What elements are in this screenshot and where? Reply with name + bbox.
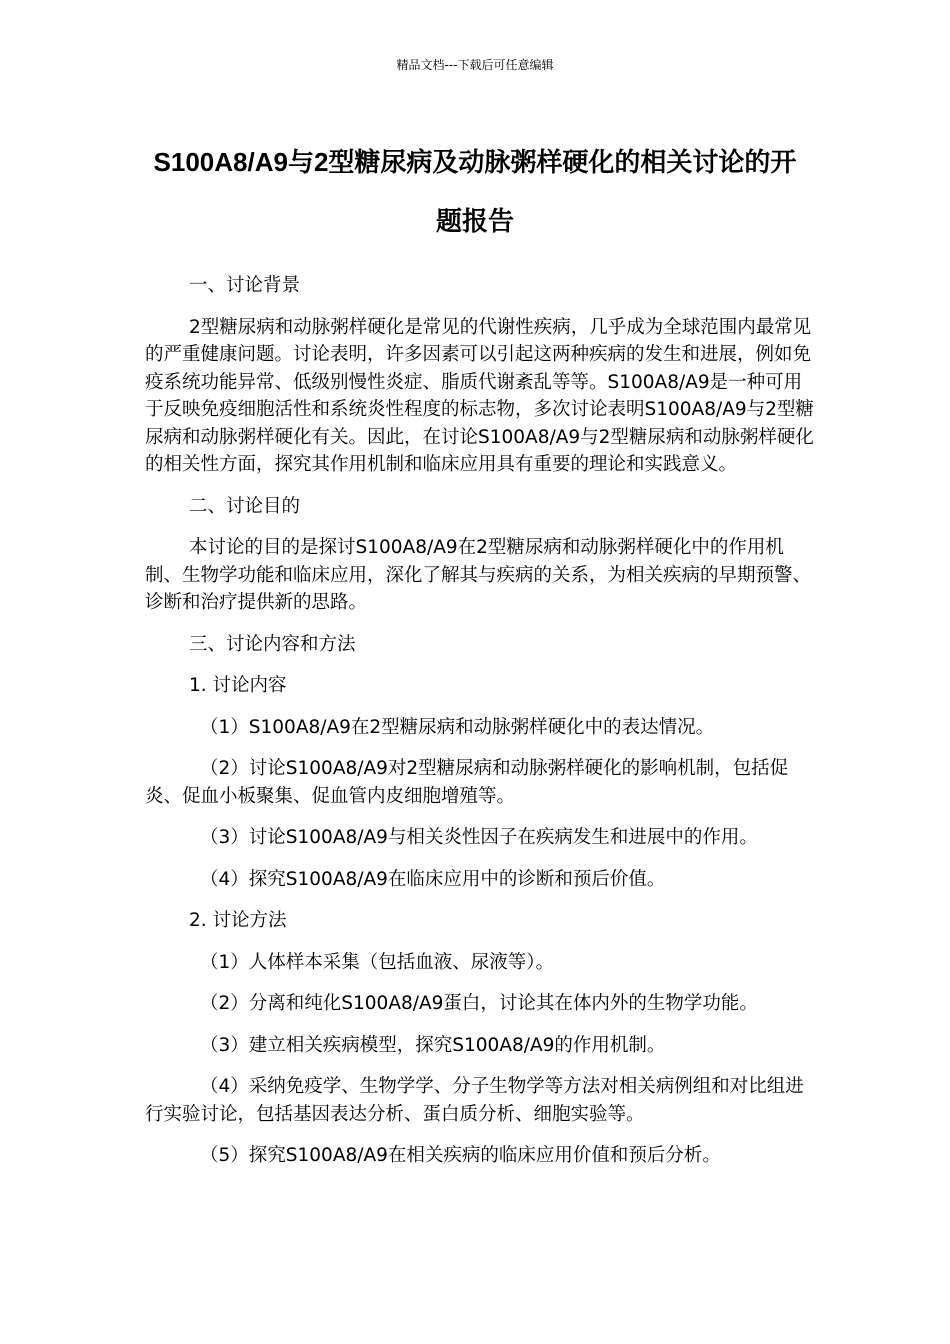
document-body <box>145 272 817 1184</box>
list-item: （4）探究S100A8/A9在临床应用中的诊断和预后价值。 <box>200 868 666 890</box>
list-item: （3）建立相关疾病模型，探究S100A8/A9的作用机制。 <box>200 1034 666 1056</box>
list-item: （1）人体样本采集（包括血液、尿液等）。 <box>200 951 555 973</box>
purpose-paragraph: 本讨论的目的是探讨S100A8/A9在2型糖尿病和动脉粥样硬化中的作用机制、生物学功能和临床应用，深化了解其与疾病的关系，为相关疾病的早期预警、诊断和治疗提供新的思路。 <box>145 537 812 613</box>
document-title: S100A8/A9与2型糖尿病及动脉粥样硬化的相关讨论的开题报告 <box>153 147 797 236</box>
list-item: （3）讨论S100A8/A9与相关炎性因子在疾病发生和进展中的作用。 <box>200 827 758 848</box>
list-item: （1）S100A8/A9在2型糖尿病和动脉粥样硬化中的表达情况。 <box>200 716 715 738</box>
list-item: （5）探究S100A8/A9在相关疾病的临床应用价值和预后分析。 <box>200 1145 721 1166</box>
section-heading-purpose: 二、讨论目的 <box>189 495 301 517</box>
subheading-methods: 2. 讨论方法 <box>189 910 287 931</box>
list-item: （2）分离和纯化S100A8/A9蛋白，讨论其在体内外的生物学功能。 <box>200 993 758 1014</box>
list-item: （4）采纳免疫学、生物学学、分子生物学等方法对相关病例组和对比组进行实验讨论，包括基因表达分析、蛋白质分析、细胞实验等。 <box>145 1076 804 1125</box>
section-heading-content-methods: 三、讨论内容和方法 <box>189 633 356 655</box>
subheading-content: 1. 讨论内容 <box>189 675 287 696</box>
section-heading-background: 一、讨论背景 <box>189 275 301 296</box>
page-header: 精品文档---下载后可任意编辑 <box>396 58 554 72</box>
list-item: （2）讨论S100A8/A9对2型糖尿病和动脉粥样硬化的影响机制，包括促炎、促血小板聚集、促血管内皮细胞增殖等。 <box>145 758 789 807</box>
background-paragraph: 2型糖尿病和动脉粥样硬化是常见的代谢性疾病，几乎成为全球范围内最常见的严重健康问题。讨论表明，许多因素可以引起这两种疾病的发生和进展，例如免疫系统功能异常、低级别慢性炎症、脂质代谢紊乱等等。S100A8/A9是一种可用于反映免疫细胞活性和系统炎性程度的标志物，多次讨论表明S100A8/A9与2型糖尿病和动脉粥样硬化有关。因此，在讨论S100A8/A9与2型糖尿病和动脉粥样硬化的相关性方面，探究其作用机制和临床应用具有重要的理论和实践意义。 <box>145 316 814 475</box>
